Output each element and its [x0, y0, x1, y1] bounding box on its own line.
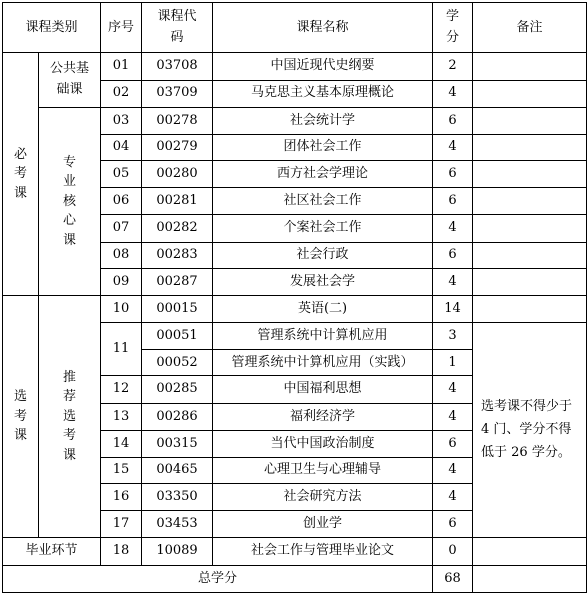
- table-row: [3, 53, 587, 80]
- remark-cell: [473, 134, 587, 160]
- table-row: [3, 107, 587, 134]
- credit-cell: 4: [433, 484, 473, 511]
- seq-cell: 13: [101, 403, 142, 430]
- credit-cell: 4: [433, 457, 473, 483]
- code-cell: 00286: [142, 403, 213, 430]
- code-cell: 03350: [142, 484, 213, 511]
- credit-cell: 2: [433, 53, 473, 80]
- seq-cell: 18: [101, 538, 142, 565]
- credit-cell: 14: [433, 295, 473, 322]
- code-cell: 00278: [142, 107, 213, 134]
- code-cell: 03709: [142, 80, 213, 107]
- category-recommended: 推荐选考课: [39, 295, 101, 538]
- seq-cell: 04: [101, 134, 142, 160]
- code-cell: 00280: [142, 161, 213, 188]
- seq-cell: 02: [101, 80, 142, 107]
- name-cell: 创业学: [213, 511, 433, 538]
- credit-cell: 6: [433, 161, 473, 188]
- seq-cell: 10: [101, 295, 142, 322]
- credit-cell: 6: [433, 430, 473, 457]
- credit-cell: 6: [433, 188, 473, 215]
- name-cell: 管理系统中计算机应用: [213, 323, 433, 350]
- remark-cell: [473, 80, 587, 107]
- credit-cell: 0: [433, 538, 473, 565]
- header-row: [3, 3, 587, 53]
- code-cell: 00465: [142, 457, 213, 483]
- header-name: 课程名称: [213, 3, 433, 53]
- code-cell: 00285: [142, 376, 213, 403]
- category-public-basic: 公共基础课: [39, 53, 101, 107]
- total-row: [3, 565, 587, 592]
- name-cell: 西方社会学理论: [213, 161, 433, 188]
- seq-cell: 12: [101, 376, 142, 403]
- credit-cell: 3: [433, 323, 473, 350]
- code-cell: 03453: [142, 511, 213, 538]
- credit-cell: 4: [433, 215, 473, 242]
- category-graduation: 毕业环节: [3, 538, 101, 565]
- credit-cell: 6: [433, 511, 473, 538]
- name-cell: 中国福利思想: [213, 376, 433, 403]
- header-category: 课程类别: [3, 3, 101, 53]
- name-cell: 社会统计学: [213, 107, 433, 134]
- table-row: [3, 538, 587, 565]
- code-cell: 00279: [142, 134, 213, 160]
- remark-cell: [473, 107, 587, 134]
- seq-cell: 16: [101, 484, 142, 511]
- name-cell: 发展社会学: [213, 268, 433, 295]
- category-required: 必考课: [3, 53, 39, 296]
- seq-cell: 11: [101, 323, 142, 376]
- seq-cell: 08: [101, 242, 142, 268]
- seq-cell: 14: [101, 430, 142, 457]
- name-cell: 管理系统中计算机应用（实践）: [213, 350, 433, 376]
- header-seq: 序号: [101, 3, 142, 53]
- elective-remark: 选考课不得少于 4 门、学分不得低于 26 学分。: [473, 323, 587, 538]
- credit-cell: 4: [433, 403, 473, 430]
- name-cell: 社会研究方法: [213, 484, 433, 511]
- credit-cell: 4: [433, 134, 473, 160]
- remark-cell: [473, 188, 587, 215]
- total-label: 总学分: [3, 565, 433, 592]
- code-cell: 00281: [142, 188, 213, 215]
- name-cell: 当代中国政治制度: [213, 430, 433, 457]
- seq-cell: 15: [101, 457, 142, 483]
- credit-cell: 6: [433, 242, 473, 268]
- code-cell: 10089: [142, 538, 213, 565]
- name-cell: 心理卫生与心理辅导: [213, 457, 433, 483]
- header-credit: 学分: [433, 3, 473, 53]
- name-cell: 英语(二): [213, 295, 433, 322]
- code-cell: 00282: [142, 215, 213, 242]
- category-elective: 选考课: [3, 295, 39, 538]
- code-cell: 00315: [142, 430, 213, 457]
- remark-cell: [473, 538, 587, 565]
- credit-cell: 6: [433, 107, 473, 134]
- header-remark: 备注: [473, 3, 587, 53]
- credit-cell: 1: [433, 350, 473, 376]
- remark-cell: [473, 295, 587, 322]
- course-table: [2, 2, 587, 593]
- header-code: 课程代码: [142, 3, 213, 53]
- name-cell: 社会工作与管理毕业论文: [213, 538, 433, 565]
- total-credit: 68: [433, 565, 473, 592]
- code-cell: 00051: [142, 323, 213, 350]
- seq-cell: 17: [101, 511, 142, 538]
- seq-cell: 01: [101, 53, 142, 80]
- name-cell: 中国近现代史纲要: [213, 53, 433, 80]
- name-cell: 个案社会工作: [213, 215, 433, 242]
- code-cell: 00287: [142, 268, 213, 295]
- remark-cell: [473, 268, 587, 295]
- remark-cell: [473, 242, 587, 268]
- remark-cell: [473, 161, 587, 188]
- code-cell: 00015: [142, 295, 213, 322]
- name-cell: 马克思主义基本原理概论: [213, 80, 433, 107]
- remark-cell: [473, 215, 587, 242]
- credit-cell: 4: [433, 376, 473, 403]
- credit-cell: 4: [433, 80, 473, 107]
- seq-cell: 03: [101, 107, 142, 134]
- name-cell: 社区社会工作: [213, 188, 433, 215]
- credit-cell: 4: [433, 268, 473, 295]
- code-cell: 03708: [142, 53, 213, 80]
- seq-cell: 06: [101, 188, 142, 215]
- name-cell: 社会行政: [213, 242, 433, 268]
- name-cell: 团体社会工作: [213, 134, 433, 160]
- name-cell: 福利经济学: [213, 403, 433, 430]
- category-core: 专业核心课: [39, 107, 101, 295]
- remark-cell: [473, 53, 587, 80]
- table-row: [3, 295, 587, 322]
- seq-cell: 07: [101, 215, 142, 242]
- seq-cell: 05: [101, 161, 142, 188]
- code-cell: 00283: [142, 242, 213, 268]
- remark-cell: [473, 565, 587, 592]
- code-cell: 00052: [142, 350, 213, 376]
- seq-cell: 09: [101, 268, 142, 295]
